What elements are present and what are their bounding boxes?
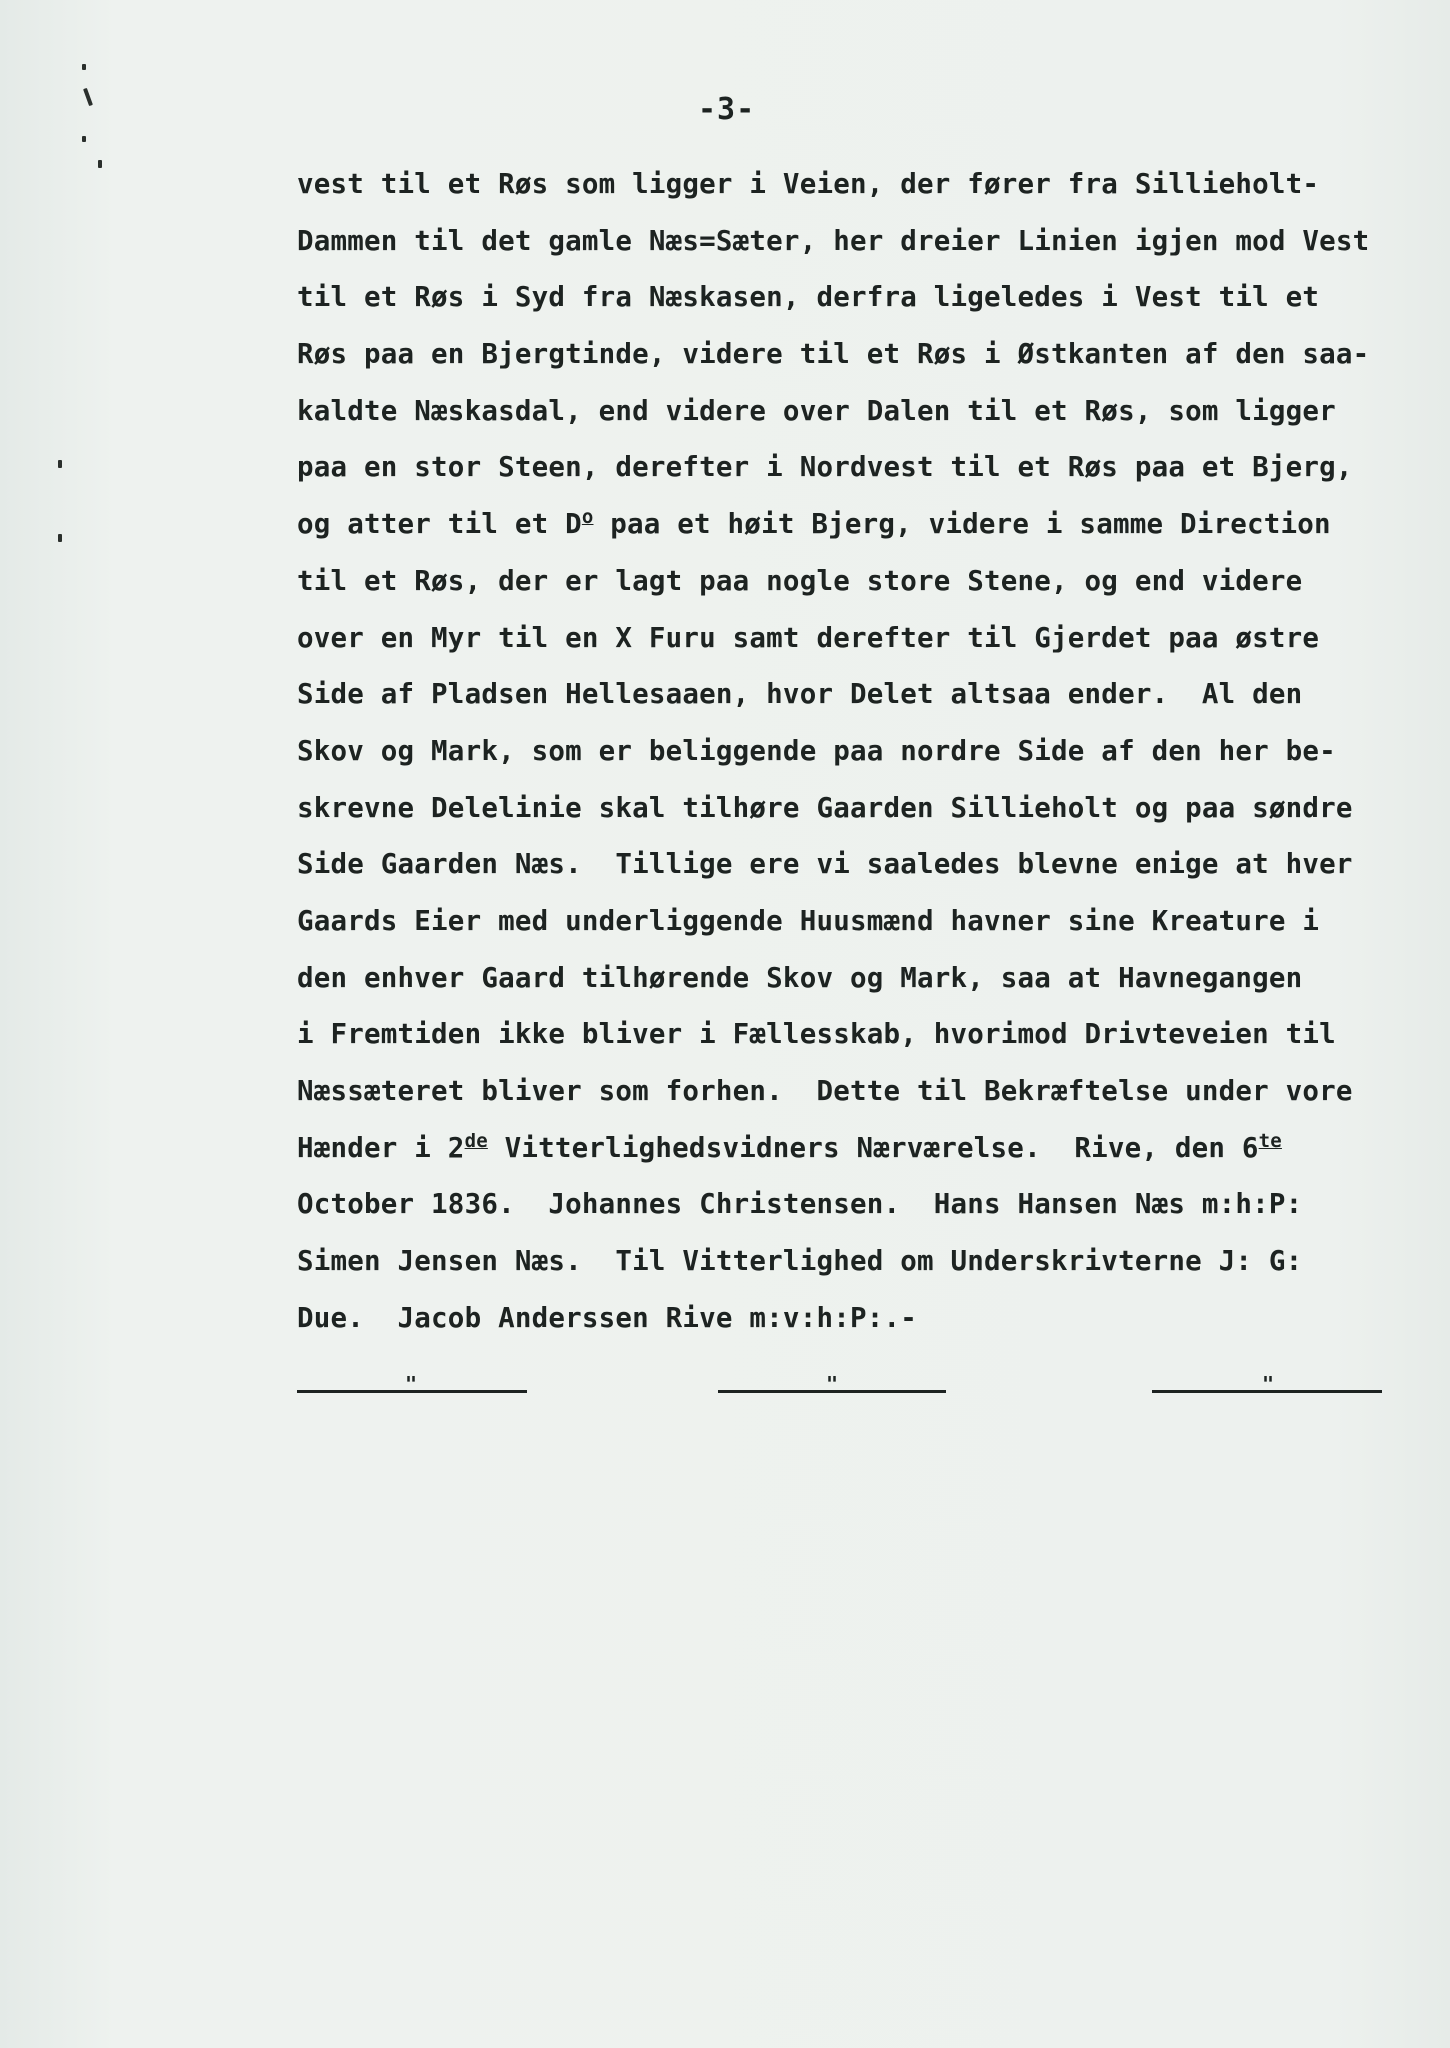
text-line: til et Røs i Syd fra Næskasen, derfra ligeledes i Vest til et — [297, 281, 1320, 314]
document-body — [297, 156, 1427, 1346]
text-line: den enhver Gaard tilhørende Skov og Mark, saa at Havnegangen — [297, 961, 1303, 994]
page-number: -3- — [698, 92, 756, 127]
text-line: over en Myr til en X Furu samt derefter til Gjerdet paa østre — [297, 621, 1320, 654]
margin-speck — [83, 88, 93, 106]
text-line: skrevne Delelinie skal tilhøre Gaarden Sillieholt og paa søndre — [297, 791, 1353, 824]
text-line: Næssæteret bliver som forhen. Dette til Bekræftelse under vore — [297, 1075, 1353, 1107]
text-line: Skov og Mark, som er beliggende paa nordre Side af den her be- — [297, 734, 1336, 767]
margin-speck — [82, 136, 86, 142]
ditto-mark-left: " — [405, 1372, 418, 1396]
superscript: o — [581, 506, 594, 529]
margin-speck — [98, 160, 102, 168]
text-line: Røs paa en Bjergtinde, videre til et Røs i Østkanten af den saa- — [297, 338, 1370, 371]
text-line: vest til et Røs som ligger i Veien, der fører fra Sillieholt- — [297, 168, 1320, 200]
text-line: i Fremtiden ikke bliver i Fællesskab, hvorimod Drivteveien til — [297, 1018, 1336, 1051]
text-line: Dammen til det gamle Næs=Sæter, her dreier Linien igjen mod Vest — [297, 224, 1370, 257]
text-line: Simen Jensen Næs. Til Vitterlighed om Underskrivterne J: G: — [297, 1245, 1303, 1278]
ditto-mark-center: " — [826, 1372, 839, 1396]
text-line: Hænder i 2de Vitterlighedsvidners Nærværelse. Rive, den $6^{te}$ — [297, 1129, 1282, 1164]
margin-speck — [58, 460, 62, 468]
superscript: de — [464, 1129, 488, 1152]
text-line: Due. Jacob Anderssen Rive m:v:h:P:.- — [297, 1301, 917, 1334]
text-line: Gaards Eier med underliggende Huusmænd havner sine Kreature i — [297, 904, 1320, 937]
margin-speck — [58, 534, 62, 542]
text-line: paa en stor Steen, derefter i Nordvest til et Røs paa et Bjerg, — [297, 451, 1353, 484]
text-line: til et Røs, der er lagt paa nogle store Stene, og end videre — [297, 564, 1303, 597]
text-line: Side af Pladsen Hellesaaen, hvor Delet altsaa ender. Al den — [297, 678, 1303, 711]
text-line: October 1836. Johannes Christensen. Hans Hansen Næs m:h:P: — [297, 1188, 1303, 1221]
margin-speck — [82, 64, 86, 70]
superscript: te — [1258, 1129, 1282, 1152]
text-line: og atter til et $D^o$ paa et høit Bjerg, videre i samme Direction — [297, 506, 1331, 541]
text-line: Side Gaarden Næs. Tillige ere vi saaledes blevne enige at hver — [297, 848, 1353, 881]
text-line: kaldte Næskasdal, end videre over Dalen til et Røs, som ligger — [297, 394, 1336, 427]
ditto-mark-right: " — [1262, 1372, 1275, 1396]
